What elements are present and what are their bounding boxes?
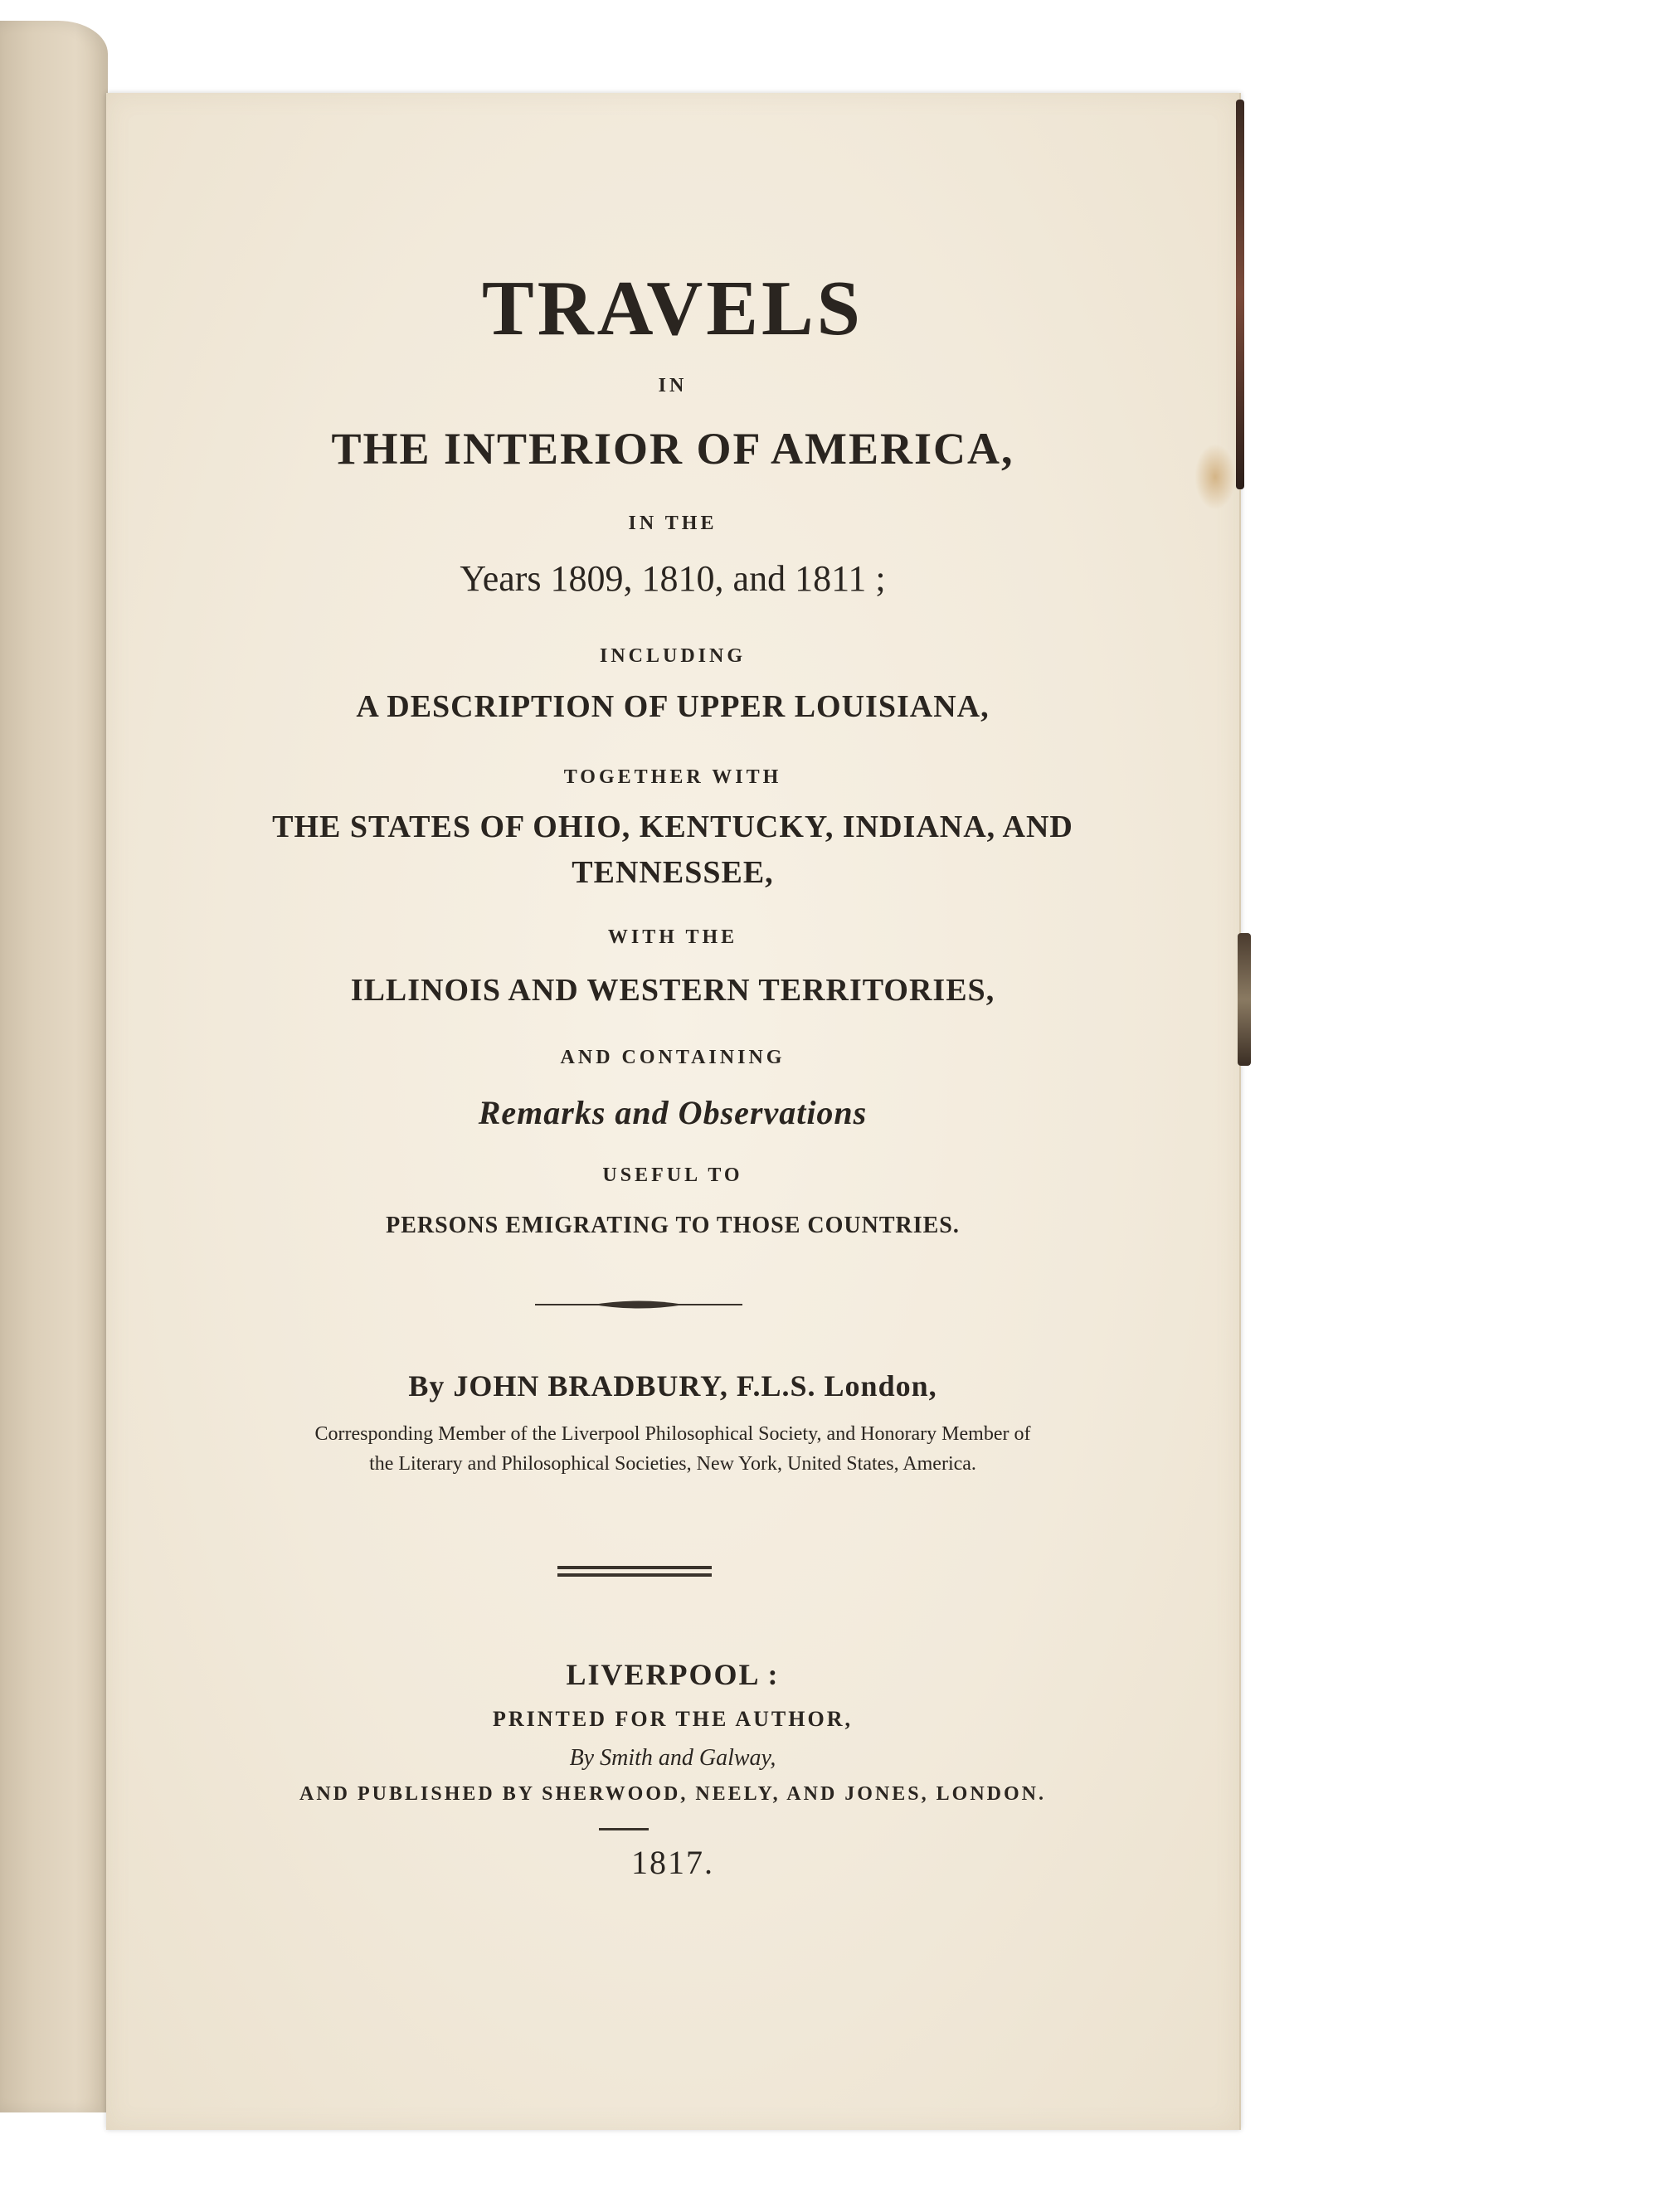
connector-useful-to: USEFUL TO xyxy=(602,1164,743,1186)
imprint-printed-for: PRINTED FOR THE AUTHOR, xyxy=(492,1707,853,1731)
persons-line: PERSONS EMIGRATING TO THOSE COUNTRIES. xyxy=(386,1213,960,1238)
connector-together-with: TOGETHER WITH xyxy=(563,766,782,788)
years-line: Years 1809, 1810, and 1811 ; xyxy=(460,558,886,599)
states-line-1: THE STATES OF OHIO, KENTUCKY, INDIANA, AND xyxy=(272,809,1073,844)
short-rule xyxy=(599,1828,649,1830)
connector-and-containing: AND CONTAINING xyxy=(560,1047,786,1068)
connector-in: IN xyxy=(658,375,688,396)
book-title: TRAVELS xyxy=(482,265,864,352)
territories-line: ILLINOIS AND WESTERN TERRITORIES, xyxy=(350,973,995,1008)
ornamental-rule xyxy=(535,1299,742,1310)
connector-in-the: IN THE xyxy=(628,513,718,534)
description-line: A DESCRIPTION OF UPPER LOUISIANA, xyxy=(356,689,990,724)
connector-including: INCLUDING xyxy=(599,645,746,667)
imprint-year: 1817. xyxy=(631,1844,714,1881)
imprint-city: LIVERPOOL : xyxy=(566,1658,780,1691)
imprint-printer: By Smith and Galway, xyxy=(569,1745,776,1771)
double-rule xyxy=(557,1566,712,1578)
remarks-line: Remarks and Observations xyxy=(478,1094,868,1131)
affiliation-line-2: the Literary and Philosophical Societies, New York, United States, America. xyxy=(369,1453,976,1475)
book-edge-tab xyxy=(1238,933,1251,1066)
affiliation-line-1: Corresponding Member of the Liverpool Philosophical Society, and Honorary Member of xyxy=(314,1423,1031,1445)
imprint-publisher: AND PUBLISHED BY SHERWOOD, NEELY, AND JONES, LONDON. xyxy=(299,1783,1046,1805)
left-page-leaf xyxy=(0,21,108,2112)
subject-line: THE INTERIOR OF AMERICA, xyxy=(331,424,1014,474)
author-line: By JOHN BRADBURY, F.L.S. London, xyxy=(408,1369,937,1403)
connector-with-the: WITH THE xyxy=(607,926,738,948)
states-line-2: TENNESSEE, xyxy=(572,855,774,890)
